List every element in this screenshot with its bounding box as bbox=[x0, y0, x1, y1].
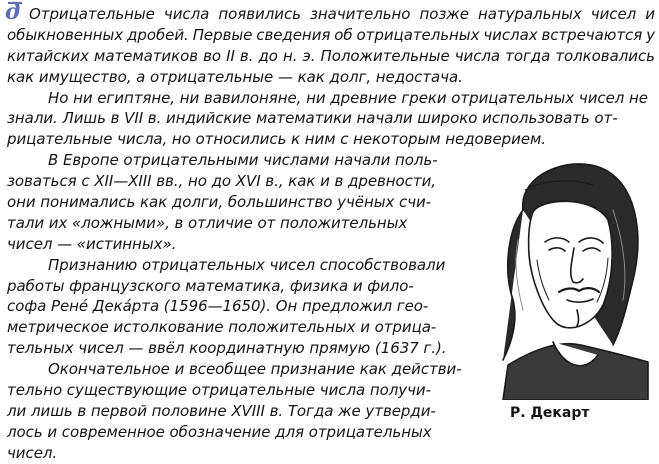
text-line: зоваться с XII—XIII вв., но до XVI в., как и в древности, bbox=[7, 172, 436, 191]
text-line: тельно существующие отрицательные числа получи- bbox=[7, 381, 431, 400]
text-line: Окончательное и всеобщее признание как действи- bbox=[48, 360, 462, 379]
text-line: обыкновенных дробей. Первые сведения об отрицательных числах встречаются у bbox=[7, 25, 655, 44]
text-line: Признанию отрицательных чисел способствовали bbox=[48, 255, 446, 274]
text-line: знали. Лишь в VII в. индийские математики начали широко использовать от- bbox=[7, 109, 618, 128]
text-line: китайских математиков во II в. до н. э. Положительные числа тогда толковались bbox=[7, 46, 655, 65]
text-line: лось и современное обозначение для отрицательных bbox=[7, 422, 432, 441]
margin-letter-icon: д bbox=[5, 0, 21, 25]
portrait-caption: Р. Декарт bbox=[510, 405, 590, 421]
text-line: как имущество, а отрицательные — как долг, недостача. bbox=[7, 67, 463, 86]
text-line: ли лишь в первой половине XVIII в. Тогда же утверди- bbox=[7, 401, 436, 420]
text-line: тали их «ложными», в отличие от положительных bbox=[7, 213, 408, 232]
portrait-image bbox=[463, 150, 653, 400]
text-line: В Европе отрицательными числами начали поль- bbox=[48, 151, 438, 170]
text-line: рицательные числа, но относились к ним с некоторым недоверием. bbox=[7, 130, 546, 149]
text-line: чисел. bbox=[7, 443, 58, 462]
text-line: Отрицательные числа появились значительно позже натуральных чисел и bbox=[29, 5, 655, 23]
text-line: чисел — «истинных». bbox=[7, 234, 177, 253]
text-line: они понимались как долги, большинство учёных счи- bbox=[7, 193, 432, 212]
text-line: метрическое истолкование положительных и отрица- bbox=[7, 318, 437, 337]
text-line: тельных чисел — ввёл координатную прямую (1637 г.). bbox=[7, 339, 447, 358]
text-line: софа Рене́ Дека́рта (1596—1650). Он предложил гео- bbox=[7, 297, 429, 316]
text-line: работы французского математика, физика и фило- bbox=[7, 276, 414, 295]
text-line: Но ни египтяне, ни вавилоняне, ни древние греки отрицательных чисел не bbox=[48, 88, 648, 107]
